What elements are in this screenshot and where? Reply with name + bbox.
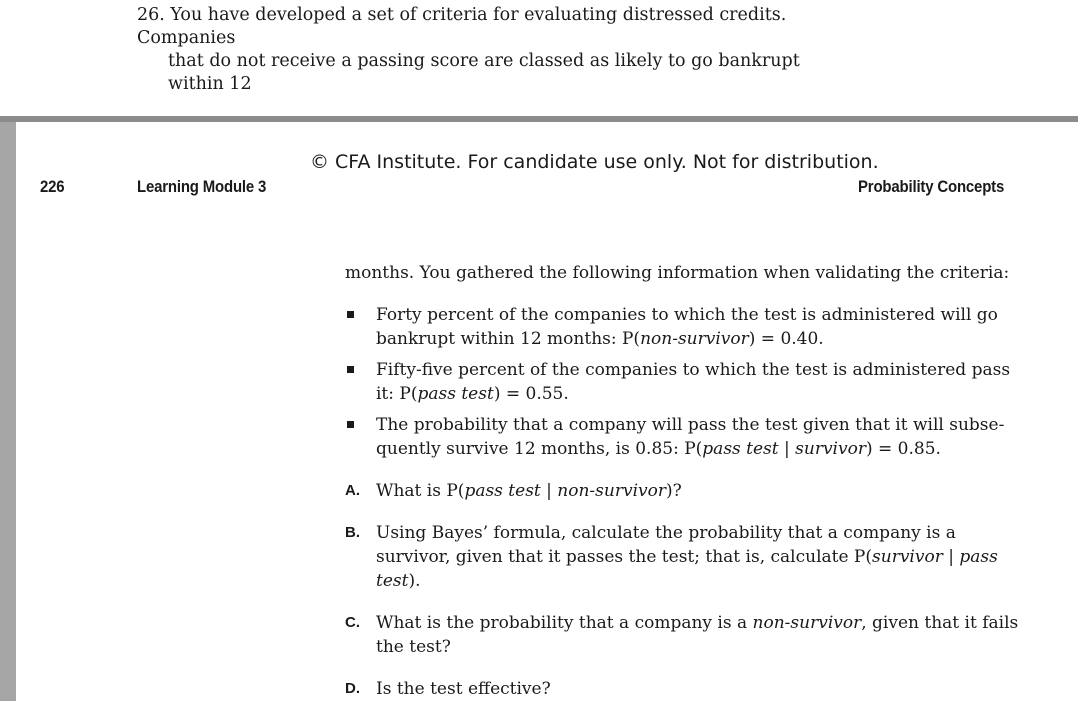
list-item: The probability that a company will pass the test given that it will subse-quently survive 12 months, is 0.85: P(pass test | survivor) = 0.85. <box>345 413 1025 461</box>
page-side-bar <box>0 122 16 701</box>
question-b: B. Using Bayes’ formula, calculate the probability that a company is a survivor, given that it passes the test; that is, calculate P(survivor | pass test). <box>345 523 998 591</box>
topic-title: Probability Concepts <box>858 177 1005 196</box>
question-list <box>345 479 1025 719</box>
question-label: D. <box>345 680 360 697</box>
question-label: C. <box>345 614 360 631</box>
intro-text: months. You gathered the following information when validating the criteria: <box>345 263 1010 283</box>
bullet-square-icon <box>347 366 354 373</box>
list-item: Fifty-five percent of the companies to which the test is administered pass it: P(pass test) = 0.55. <box>345 358 1025 406</box>
previous-page-fragment <box>137 4 857 96</box>
criteria-list <box>345 303 1025 468</box>
page-number: 226 <box>40 177 65 196</box>
question-c: C. What is the probability that a company is a non-survivor, given that it fails the test? <box>345 613 1019 657</box>
page-separator <box>0 116 1078 122</box>
question-a: A. What is P(pass test | non-survivor)? <box>345 481 682 501</box>
question-label: B. <box>345 524 360 541</box>
module-title: Learning Module 3 <box>137 177 267 196</box>
bullet-square-icon <box>347 421 354 428</box>
question-d: D. Is the test effective? <box>345 679 551 699</box>
fragment-line-2: that do not receive a passing score are classed as likely to go bankrupt within 12 <box>168 51 800 94</box>
list-item: Forty percent of the companies to which the test is administered will go bankrupt within 12 months: P(non-survivor) = 0.40. <box>345 303 1025 351</box>
fragment-line-1: 26. You have developed a set of criteria for evaluating distressed credits. Companies <box>137 5 787 48</box>
copyright-notice: © CFA Institute. For candidate use only. Not for distribution. <box>310 151 879 173</box>
bullet-square-icon <box>347 311 354 318</box>
question-label: A. <box>345 482 360 499</box>
